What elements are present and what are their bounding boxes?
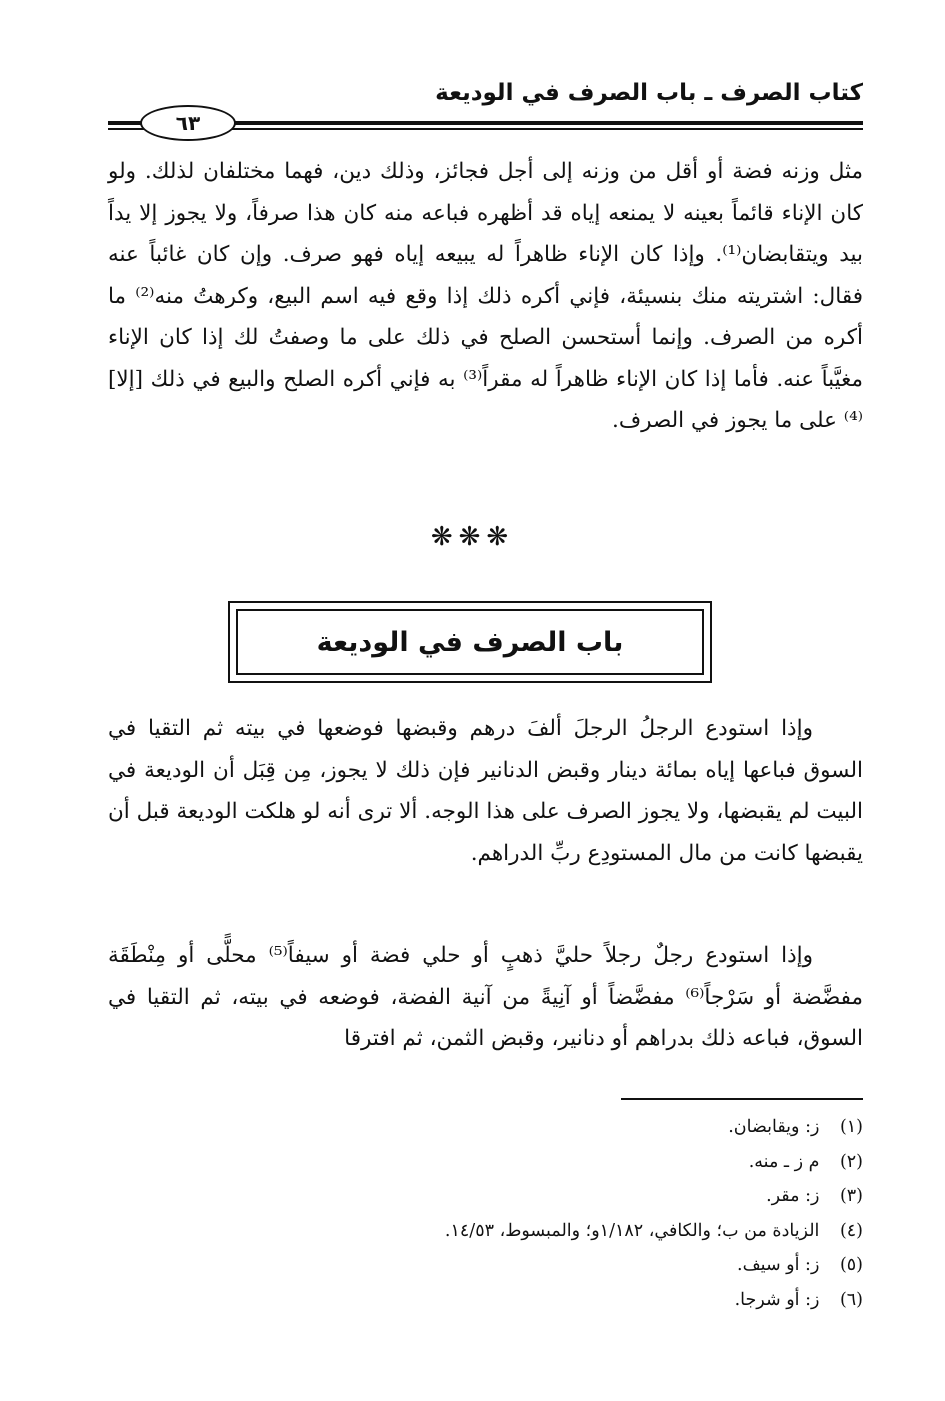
footnote-item	[163, 1214, 863, 1249]
section-heading-frame	[228, 601, 712, 683]
footnote-item	[163, 1145, 863, 1180]
footnote-item	[163, 1283, 863, 1318]
footnote-number: (٦)	[839, 1289, 863, 1310]
footnote-text: ز: مقر.	[766, 1186, 820, 1206]
footnotes-list	[163, 1110, 863, 1317]
footnote-text: الزيادة من ب؛ والكافي، ١/١٨٢و؛ والمبسوط، ١٤/٥٣.	[444, 1220, 820, 1241]
footnote-number: (٣)	[839, 1186, 863, 1206]
footnote-separator	[621, 1098, 863, 1100]
running-header-title: كتاب الصرف ـ باب الصرف في الوديعة	[435, 80, 863, 106]
footnote-number: (١)	[839, 1117, 863, 1137]
footnote-number: (٢)	[839, 1151, 863, 1172]
section-heading-inner-frame	[236, 609, 704, 675]
footnote-number: (٤)	[839, 1220, 863, 1241]
paragraph-3: وإذا استودع رجلٌ رجلاً حليَّ ذهبٍ أو حلي فضة أو سيفاً⁽⁵⁾ محلًّى أو مِنْطَقَة مفضَّضة أو سَرْجاً⁽⁶⁾ مفضَّضاً أو آنِيةً من آنية الفضة، فوضعه في بيته، ثم التقيا في السوق، فباعه ذلك بدراهم أو دنانير، وقبض الثمن، ثم افترقا	[108, 943, 864, 1051]
paragraph-2: وإذا استودع الرجلُ الرجلَ ألفَ درهم وقبضها فوضعها في بيته ثم التقيا في السوق فباعها إياه بمائة دينار وقبض الدنانير فإن ذلك لا يجوز، مِن قِبَل أن الوديعة في البيت لم يقبضها، ولا يجوز الصرف على هذا الوجه. ألا ترى أنه لو هلكت الوديعة قبل أن يقبضها كانت من مال المستودِع ربِّ الدراهم.	[108, 716, 863, 866]
footnote-text: ز: ويقابضان.	[728, 1117, 820, 1137]
footnote-text: ز: أو سيف.	[737, 1255, 820, 1275]
footnote-text: م ز ـ منه.	[748, 1151, 820, 1172]
footnote-item	[163, 1110, 863, 1145]
footnote-number: (٥)	[839, 1255, 863, 1275]
footnote-text: ز: أو شرجا.	[734, 1289, 820, 1310]
paragraph-1: مثل وزنه فضة أو أقل من وزنه إلى أجل فجائز، وذلك دين، فهما مختلفان لذلك. ولو كان الإناء قائماً بعينه لا يمنعه إياه قد أظهره فباعه منه كان هذا صرفاً، ولا يجوز إلا يداً بيد ويتقابضان⁽¹⁾. وإذا كان الإناء ظاهراً له يبيعه إياه فهو صرف. وإن كان غائباً عنه فقال: اشتريته منك بنسيئة، فإني أكره ذلك إذا وقع فيه اسم البيع، وكرهتُ منه⁽²⁾ ما أكره من الصرف. وإنما أستحسن الصلح في ذلك على ما وصفتُ لك إذا كان الإناء مغيَّباً عنه. فأما إذا كان الإناء ظاهراً له مقراً⁽³⁾ به فإني أكره الصلح والبيع في ذلك [إلا]⁽⁴⁾ على ما يجوز في الصرف.	[108, 159, 864, 433]
section-heading: باب الصرف في الوديعة	[316, 626, 624, 658]
page-number: ٦٣	[140, 105, 236, 141]
footnote-item	[163, 1179, 863, 1214]
section-ornament: ❋❋❋	[430, 522, 515, 552]
footnote-item	[163, 1248, 863, 1283]
